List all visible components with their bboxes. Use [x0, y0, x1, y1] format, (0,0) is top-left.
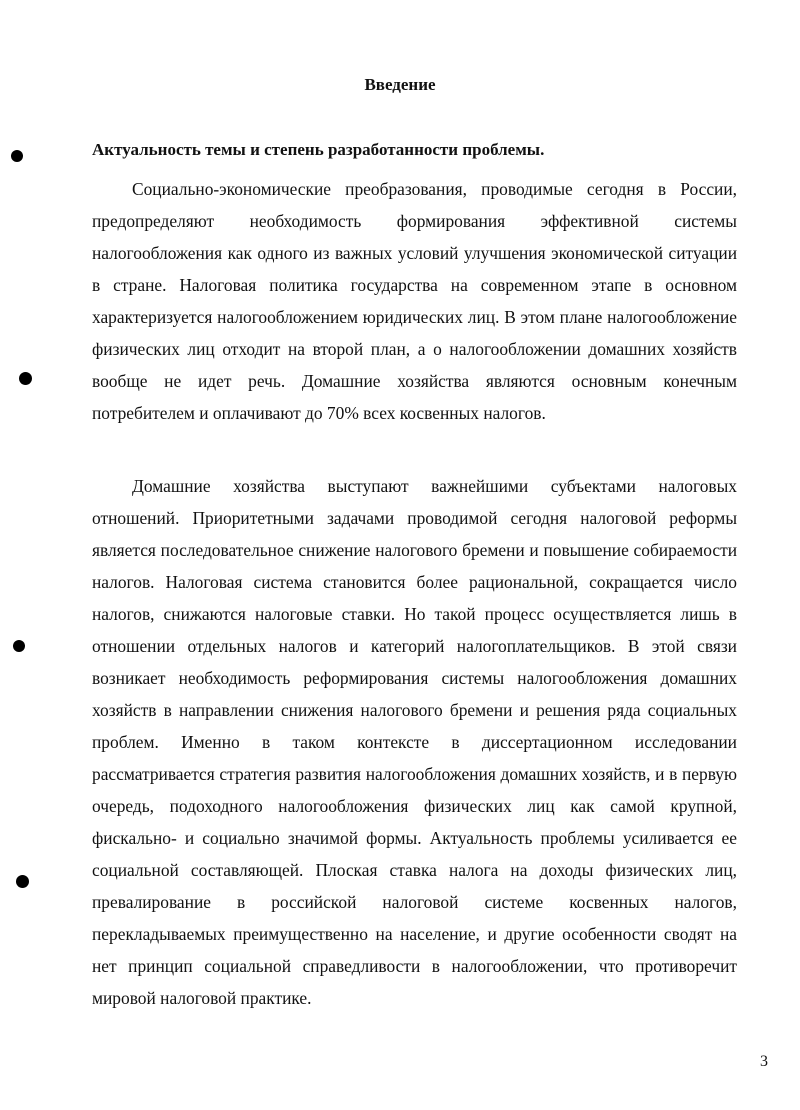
binder-hole-mark — [11, 150, 23, 162]
paragraph-2: Домашние хозяйства выступают важнейшими субъектами налоговых отношений. Приоритетными задачами проводимой сегодня налоговой реформы является последовательное снижение налогового бремени и повышение собираемости налогов. Налоговая система становится более рациональной, сокращается число налогов, снижаются налоговые ставки. Но такой процесс осуществляется лишь в отношении отдельных налогов и категорий налогоплательщиков. В этой связи возникает необходимость реформирования системы налогообложения домашних хозяйств в направлении снижения налогового бремени и решения ряда социальных проблем. Именно в таком контексте в диссертационном исследовании рассматривается стратегия развития налогообложения домашних хозяйств, и в первую очередь, подоходного налогообложения физических лиц как самой крупной, фискально- и социально значимой формы. Актуальность проблемы усиливается ее социальной составляющей. Плоская ставка налога на доходы физических лиц, превалирование в российской налоговой системе косвенных налогов, перекладываемых преимущественно на население, и другие особенности сводят на нет принцип социальной справедливости в налогообложении, что противоречит мировой налоговой практике. — [92, 476, 737, 1008]
binder-hole-mark — [13, 640, 25, 652]
binder-hole-mark — [19, 372, 32, 385]
section-title: Введение — [364, 75, 436, 94]
paragraph-1: Социально-экономические преобразования, проводимые сегодня в России, предопределяют необходимость формирования эффективной системы налогообложения как одного из важных условий улучшения экономической ситуации в стране. Налоговая политика государства на современном этапе в основном характеризуется налогообложением юридических лиц. В этом плане налогообложение физических лиц отходит на второй план, а о налогообложении домашних хозяйств вообще не идет речь. Домашние хозяйства являются основным конечным потребителем и оплачивают до 70% всех косвенных налогов. — [92, 179, 737, 423]
subsection-heading: Актуальность темы и степень разработанности проблемы. — [92, 140, 545, 159]
page-number: 3 — [760, 1053, 768, 1070]
binder-hole-mark — [16, 875, 29, 888]
